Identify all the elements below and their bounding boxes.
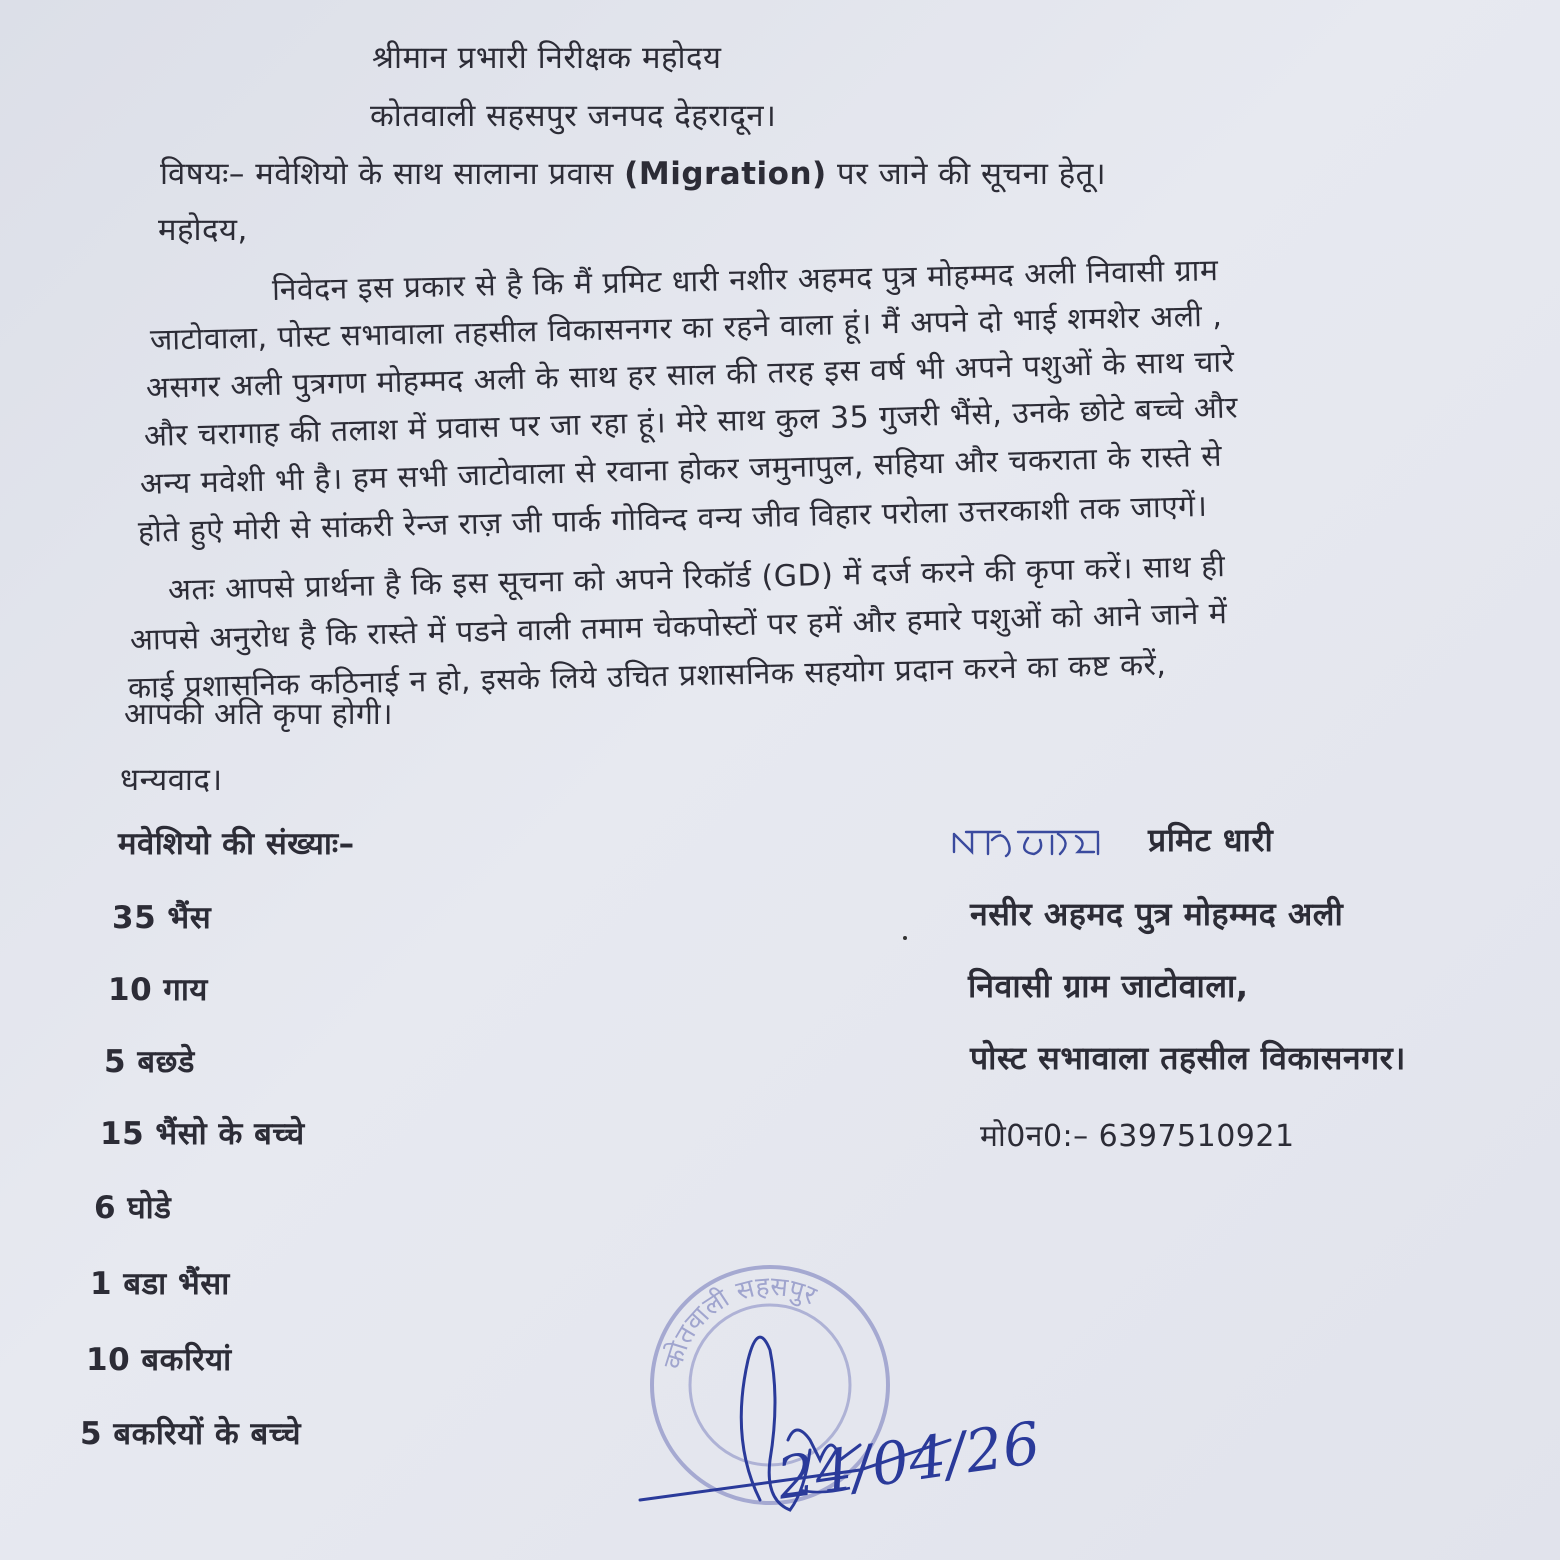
signature-village: निवासी ग्राम जाटोवाला, [968, 967, 1249, 1005]
signature-title: प्रमिट धारी [1148, 821, 1274, 859]
ink-dot [903, 936, 907, 940]
livestock-item: 10 गाय [108, 972, 208, 1008]
closing: धन्यवाद। [120, 762, 223, 798]
subject-english: (Migration) [624, 156, 827, 192]
para1-line-2: जाटोवाला, पोस्ट सभावाला तहसील विकासनगर का रहने वाला हूं। मैं अपने दो भाई शमशेर अली , [149, 298, 1223, 358]
handwritten-date: 24/04/26 [773, 1408, 1045, 1513]
livestock-item: 6 घोडे [94, 1190, 172, 1226]
handwritten-signature [948, 812, 1148, 872]
para2-line-2: आपसे अनुरोध है कि रास्ते में पडने वाली तमाम चेकपोस्टों पर हमें और हमारे पशुओं को आने जाने में [129, 596, 1228, 658]
subject-prefix: विषयः– मवेशियो के साथ सालाना प्रवास [160, 156, 625, 192]
livestock-item: 35 भैंस [112, 900, 212, 936]
para1-line-5: अन्य मवेशी भी है। हम सभी जाटोवाला से रवाना होकर जमुनापुल, सहिया और चकराता के रास्ते से [139, 438, 1223, 502]
addressee-line-1: श्रीमान प्रभारी निरीक्षक महोदय [372, 40, 722, 76]
signature-name: नसीर अहमद पुत्र मोहम्मद अली [970, 895, 1344, 933]
subject-suffix: पर जाने की सूचना हेतू। [826, 156, 1107, 192]
para1-line-3: असगर अली पुत्रगण मोहम्मद अली के साथ हर साल की तरह इस वर्ष भी अपने पशुओं के साथ चारे [145, 344, 1235, 406]
addressee-line-2: कोतवाली सहसपुर जनपद देहरादून। [370, 98, 777, 134]
subject-line [160, 152, 1106, 194]
para2-line-3: काई प्रशासनिक कठिनाई न हो, इसके लिये उचित प्रशासनिक सहयोग प्रदान करने का कष्ट करें, [127, 647, 1167, 706]
stamp-text: कोतवाली सहसपुर [658, 1271, 821, 1373]
salutation: महोदय, [158, 212, 248, 248]
para2-line-4: आपकी अति कृपा होगी। [124, 697, 393, 732]
para1-line-4: और चरागाह की तलाश में प्रवास पर जा रहा हूं। मेरे साथ कुल 35 गुजरी भैंसे, उनके छोटे बच्चे और [143, 390, 1239, 454]
livestock-item: 15 भैंसो के बच्चे [100, 1116, 305, 1152]
para1-line-1: निवेदन इस प्रकार से है कि मैं प्रमिट धारी नशीर अहमद पुत्र मोहम्मद अली निवासी ग्राम [271, 253, 1219, 308]
livestock-item: 10 बकरियां [86, 1342, 232, 1378]
para2-line-1: अतः आपसे प्रार्थना है कि इस सूचना को अपने रिकॉर्ड (GD) में दर्ज करने की कृपा करें। साथ ही [167, 549, 1226, 608]
signature-post: पोस्ट सभावाला तहसील विकासनगर। [970, 1039, 1406, 1077]
livestock-heading: मवेशियो की संख्याः– [118, 826, 355, 862]
signature-mobile: मो0न0:– 6397510921 [980, 1119, 1295, 1154]
livestock-item: 5 बकरियों के बच्चे [80, 1416, 302, 1452]
para1-line-6: होते हुऐ मोरी से सांकरी रेन्ज राज़ जी पार्क गोविन्द वन्य जीव विहार परोला उत्तरकाशी तक जाएगें। [137, 488, 1208, 550]
livestock-item: 1 बडा भैंसा [90, 1266, 230, 1302]
livestock-item: 5 बछडे [104, 1044, 195, 1080]
